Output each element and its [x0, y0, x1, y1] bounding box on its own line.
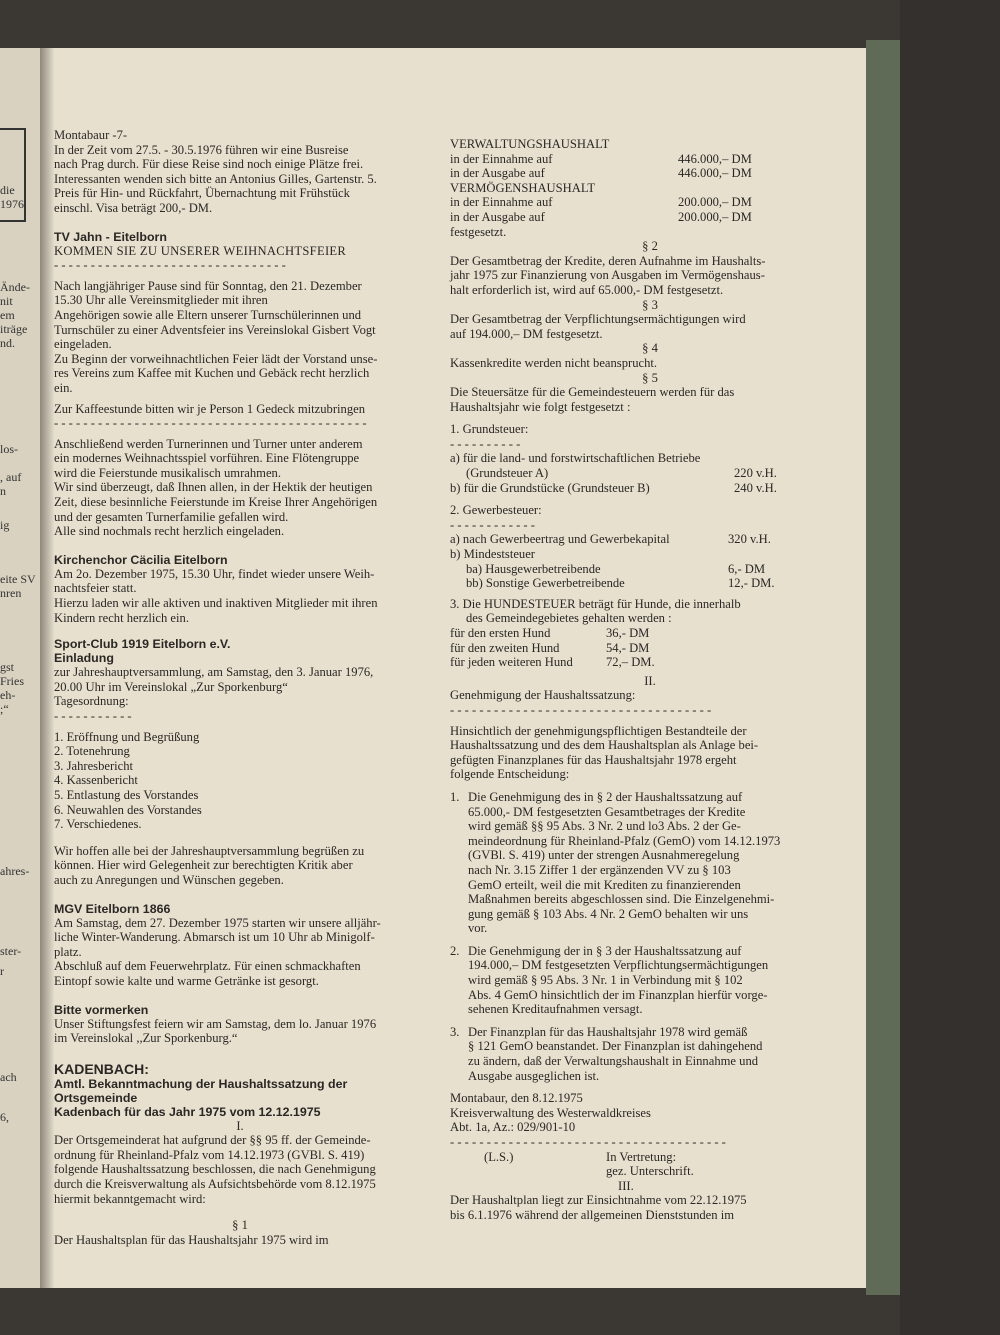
grundsteuer-heading: 1. Grundsteuer: — [450, 422, 529, 437]
section-numeral: II. — [644, 673, 656, 688]
text-line: Tagesordnung: — [54, 694, 129, 709]
vermoegenshaushalt-heading: VERMÖGENSHAUSHALT — [450, 180, 596, 195]
previous-page-text-fragment: n — [0, 484, 6, 498]
text-line: platz. — [54, 944, 82, 959]
previous-page-text-fragment: r — [0, 964, 4, 978]
text-line: Die Steuersätze für die Gemeindesteuern werden für das — [450, 385, 735, 400]
signature-row — [450, 1150, 850, 1165]
text-line: wird gemäß §§ 95 Abs. 3 Nr. 2 und lo3 Abs. 2 der Ge- — [468, 819, 741, 834]
text-line: hiermit bekanntgemacht wird: — [54, 1191, 206, 1206]
tax-value: 12,- DM. — [728, 576, 775, 591]
text-line: folgende Entscheidung: — [450, 767, 570, 782]
previous-page-text-fragment: Fries — [0, 674, 24, 688]
text-line: b) Mindeststeuer — [450, 547, 535, 562]
text-line: vor. — [468, 921, 488, 936]
text-line: 15.30 Uhr alle Vereinsmitglieder mit ihren — [54, 293, 268, 308]
bitte-vormerken-heading: Bitte vormerken — [54, 1002, 149, 1017]
text-line: GemO erteilt, weil die mit Krediten zu finanzierenden — [468, 877, 741, 892]
dashed-rule: - - - - - - - - - - - — [54, 709, 132, 723]
sport-club-heading: Sport-Club 1919 Eitelborn e.V. — [54, 637, 231, 652]
text-line: 3. Die HUNDESTEUER beträgt für Hunde, die innerhalb — [450, 596, 741, 611]
finance-label: in der Ausgabe auf — [450, 166, 545, 181]
previous-page-text-fragment: ig — [0, 518, 10, 532]
text-line: eingeladen. — [54, 337, 112, 352]
sport-club-subheading: Einladung — [54, 651, 114, 666]
text-line: halt erforderlich ist, wird auf 65.000,- DM festgesetzt. — [450, 282, 724, 297]
text-line: Hierzu laden wir alle aktiven und inaktiven Mitglieder mit ihren — [54, 596, 378, 611]
dog-tax-row — [450, 626, 850, 641]
dog-tax-row — [450, 641, 850, 656]
text-line: Wir sind überzeugt, daß Ihnen allen, in der Hektik der heutigen — [54, 480, 373, 495]
dashed-rule: - - - - - - - - - - - - - - - - - - - - - - - - - - - - - - - - - - - - - - - - - - - — [54, 416, 367, 431]
text-line: Am Samstag, dem 27. Dezember 1975 starten wir unsere alljähr- — [54, 915, 381, 930]
text-line: durch die Kreisverwaltung als Aufsichtsbehörde vom 8.12.1975 — [54, 1177, 376, 1192]
kadenbach-subheading: Amtl. Bekanntmachung der Haushaltssatzung der Ortsgemeinde — [54, 1076, 348, 1105]
dashed-rule: - - - - - - - - - - - - - - - - - - - - - - - - - - - - - - - - - - - - - - — [450, 1135, 726, 1149]
text-line: nachtsfeier statt. — [54, 581, 137, 596]
tax-row — [450, 481, 790, 496]
previous-page-text-fragment: Ände- — [0, 280, 30, 294]
text-line: Am 2o. Dezember 1975, 15.30 Uhr, findet wieder unsere Weih- — [54, 566, 375, 581]
tax-row — [450, 562, 790, 577]
text-line: Zu Beginn der vorweihnachtlichen Feier lädt der Vorstand unse- — [54, 351, 378, 366]
agenda-item: 7. Verschiedenes. — [54, 817, 142, 832]
dashed-rule: - - - - - - - - - - - - — [450, 517, 535, 532]
tax-row — [450, 466, 790, 481]
dog-tax-row — [450, 655, 850, 670]
text-line: Abs. 4 GemO hinsichtlich der im Finanzplan hierfür vorge- — [468, 987, 768, 1002]
text-line: Eintopf sowie kalte und warme Getränke ist gesorgt. — [54, 973, 319, 988]
kadenbach-subheading: Kadenbach für das Jahr 1975 vom 12.12.1975 — [54, 1104, 321, 1119]
text-line: Wir hoffen alle bei der Jahreshauptversammlung begrüßen zu — [54, 843, 365, 858]
text-line: 194.000,– DM festgesetzten Verpflichtungsermächtigungen — [468, 958, 769, 973]
text-line: zu ändern, daß der Verwaltungshaushalt in Einnahme und — [468, 1054, 759, 1069]
text-line: Kindern recht herzlich ein. — [54, 610, 189, 625]
tax-value: 240 v.H. — [734, 480, 777, 495]
text-line: gung gemäß § 103 Abs. 4 Nr. 2 GemO behalten wir uns — [468, 906, 749, 921]
dog-tax-label: für jeden weiteren Hund — [450, 655, 573, 670]
signature-label: In Vertretung: — [606, 1149, 677, 1164]
text-line: Der Gesamtbetrag der Kredite, deren Aufnahme im Haushalts- — [450, 253, 766, 268]
book-spine — [40, 48, 54, 1288]
previous-page-text-fragment: nren — [0, 586, 22, 600]
text-line: Haushaltssatzung und des dem Haushaltsplan als Anlage bei- — [450, 738, 759, 753]
right-column — [450, 137, 850, 1223]
previous-page-text-fragment: 1976 — [0, 197, 24, 211]
paragraph-mark: § 5 — [642, 370, 658, 385]
paragraph-mark: § 2 — [642, 239, 658, 254]
text-line: a) für die land- und forstwirtschaftlichen Betriebe — [450, 451, 701, 466]
text-line: Die Genehmigung der in § 3 der Haushaltssatzung auf — [468, 943, 742, 958]
text-line: In der Zeit vom 27.5. - 30.5.1976 führen wir eine Busreise — [54, 142, 349, 157]
text-line: nach Prag durch. Für diese Reise sind noch einige Plätze frei. — [54, 157, 364, 172]
paragraph-mark: § 4 — [642, 341, 658, 356]
decision-item — [450, 790, 850, 936]
text-line: Der Haushaltsplan für das Haushaltsjahr 1975 wird im — [54, 1232, 329, 1247]
agenda-item: 1. Eröffnung und Begrüßung — [54, 729, 200, 744]
text-line: Der Haushaltplan liegt zur Einsichtnahme vom 22.12.1975 — [450, 1193, 747, 1208]
finance-row — [450, 210, 850, 225]
signature-row — [450, 1164, 850, 1179]
previous-page-text-fragment: em — [0, 308, 15, 322]
finance-row — [450, 152, 850, 167]
mgv-heading: MGV Eitelborn 1866 — [54, 901, 171, 916]
tax-label: bb) Sonstige Gewerbetreibende — [466, 576, 625, 591]
text-line: Angehörigen sowie alle Eltern unserer Turnschülerinnen und — [54, 307, 362, 322]
text-line: ein. — [54, 380, 73, 395]
signature-row — [450, 1179, 850, 1194]
previous-page-text-fragment: gst — [0, 660, 15, 674]
gewerbesteuer-heading: 2. Gewerbesteuer: — [450, 503, 542, 518]
text-line: Kassenkredite werden nicht beansprucht. — [450, 355, 658, 370]
text-line: Interessanten wenden sich bitte an Antonius Gilles, Gartenstr. 5. — [54, 171, 377, 186]
agenda-item: 2. Totenehrung — [54, 744, 130, 759]
text-line: nach Nr. 3.15 Ziffer 1 der ergänzenden VV zu § 103 — [468, 862, 731, 877]
previous-page-text-fragment: nd. — [0, 336, 15, 350]
previous-page-text-fragment: die — [0, 183, 15, 197]
finance-row — [450, 166, 850, 181]
text-line: Der Ortsgemeinderat hat aufgrund der §§ 95 ff. der Gemeinde- — [54, 1133, 371, 1148]
item-number: 3. — [450, 1024, 460, 1039]
text-line: Turnschüler zu einer Adventsfeier ins Vereinslokal Gisbert Vogt — [54, 322, 376, 337]
tax-value: 320 v.H. — [728, 532, 771, 547]
text-line: sehenen Kreditaufnahmen versagt. — [468, 1002, 643, 1017]
finance-value: 446.000,– DM — [678, 151, 752, 166]
text-line: Der Gesamtbetrag der Verpflichtungsermächtigungen wird — [450, 312, 746, 327]
text-line: Anschließend werden Turnerinnen und Turner unter anderem — [54, 436, 363, 451]
text-line: Die Genehmigung des in § 2 der Haushaltssatzung auf — [468, 789, 743, 804]
text-line: res Vereins zum Kaffee mit Kuchen und Gebäck recht herzlich — [54, 366, 370, 381]
previous-page-text-fragment: ster- — [0, 944, 22, 958]
previous-page-text-fragment: , auf — [0, 470, 22, 484]
text-line: und der gesamten Turnerfamilie gefallen wird. — [54, 509, 289, 524]
dashed-rule: - - - - - - - - - - — [450, 436, 521, 451]
text-line: gefügten Finanzplanes für das Haushaltsjahr 1978 ergeht — [450, 752, 737, 767]
text-line: Alle sind nochmals recht herzlich eingeladen. — [54, 524, 285, 539]
left-column — [54, 128, 426, 1247]
tax-label: (Grundsteuer A) — [466, 466, 549, 481]
text-line: einschl. Visa beträgt 200,- DM. — [54, 200, 213, 215]
text-line: Maßnahmen bereits abgeschlossen sind. Die Einzelgenehmi- — [468, 892, 775, 907]
text-line: im Vereinslokal ,,Zur Sporkenburg.“ — [54, 1031, 238, 1046]
section-numeral: I. — [236, 1118, 244, 1133]
tax-label: ba) Hausgewerbetreibende — [466, 561, 601, 576]
book-cover-edge — [866, 40, 900, 1295]
previous-page-text-fragment: ;“ — [0, 702, 9, 716]
previous-page-text-fragment: eh- — [0, 688, 16, 702]
text-line: jahr 1975 zur Finanzierung von Ausgaben im Vermögenshaus- — [450, 268, 765, 283]
finance-label: in der Einnahme auf — [450, 151, 553, 166]
dashed-rule: - - - - - - - - - - - - - - - - - - - - - - - - - - - - - - - - — [54, 258, 286, 273]
text-line: folgende Haushaltssatzung beschlossen, die nach Genehmigung — [54, 1162, 376, 1177]
text-line: Haushaltsjahr wie folgt festgesetzt : — [450, 399, 631, 414]
previous-page-text-fragment: ahres- — [0, 864, 30, 878]
text-line: Ausgabe ausgeglichen ist. — [468, 1068, 600, 1083]
text-line: Abschluß auf dem Feuerwehrplatz. Für einen schmackhaften — [54, 959, 361, 974]
previous-page-text-fragment: nit — [0, 294, 13, 308]
dark-background-right — [900, 0, 1000, 1335]
signature-line: Kreisverwaltung des Westerwaldkreises — [450, 1105, 651, 1120]
text-line: wird gemäß § 95 Abs. 3 Nr. 1 in Verbindung mit § 102 — [468, 973, 743, 988]
text-line: 20.00 Uhr im Vereinslokal „Zur Sporkenburg“ — [54, 679, 288, 694]
finance-row — [450, 195, 850, 210]
paragraph-mark: § 1 — [232, 1218, 248, 1233]
tax-label: a) nach Gewerbeertrag und Gewerbekapital — [450, 532, 670, 547]
previous-page-text-fragment: eite SV — [0, 572, 36, 586]
tax-value: 220 v.H. — [734, 466, 777, 481]
agenda-item: 3. Jahresbericht — [54, 758, 134, 773]
previous-page-text-fragment: ach — [0, 1070, 17, 1084]
text-line: Nach langjähriger Pause sind für Sonntag, den 21. Dezember — [54, 278, 362, 293]
genehmigung-heading: Genehmigung der Haushaltssatzung: — [450, 688, 636, 703]
text-line: wird die Feierstunde musikalisch umrahmen. — [54, 465, 281, 480]
dog-tax-value: 72,– DM. — [606, 655, 655, 670]
finance-label: in der Einnahme auf — [450, 195, 553, 210]
text-line: liche Winter-Wanderung. Abmarsch ist um 10 Uhr ab Minigolf- — [54, 930, 375, 945]
text-line: meindeordnung für Rheinland-Pfalz (GemO) vom 14.12.1973 — [468, 833, 781, 848]
signature-label: gez. Unterschrift. — [606, 1164, 694, 1179]
dog-tax-value: 36,- DM — [606, 626, 650, 640]
dashed-rule: - - - - - - - - - - - - - - - - - - - - - - - - - - - - - - - - - - - - — [450, 702, 712, 717]
montabaur-heading: Montabaur -7- — [54, 128, 128, 142]
agenda-item: 4. Kassenbericht — [54, 773, 138, 788]
text-line: Zeit, diese besinnliche Feierstunde im Kreise Ihrer Angehörigen — [54, 495, 378, 510]
text-line: auf 194.000,– DM festgesetzt. — [450, 326, 603, 341]
tv-jahn-subheading: KOMMEN SIE ZU UNSERER WEIHNACHTSFEIER — [54, 243, 347, 258]
paragraph-mark: § 3 — [642, 297, 658, 312]
text-line: ein modernes Weihnachtsspiel vorführen. Eine Flötengruppe — [54, 451, 360, 466]
tax-row — [450, 576, 790, 591]
dog-tax-label: für den ersten Hund — [450, 626, 551, 640]
decision-item — [450, 944, 850, 1017]
text-line: ordnung für Rheinland-Pfalz vom 14.12.1973 (GVBl. S. 419) — [54, 1147, 365, 1162]
kadenbach-heading: KADENBACH: — [54, 1060, 149, 1077]
signature-line: Montabaur, den 8.12.1975 — [450, 1091, 583, 1106]
text-line: auch zu Anregungen und Wünschen gegeben. — [54, 872, 284, 887]
item-number: 1. — [450, 789, 460, 804]
section-numeral: III. — [618, 1178, 634, 1193]
tv-jahn-heading: TV Jahn - Eitelborn — [54, 229, 167, 244]
text-line: festgesetzt. — [450, 224, 507, 239]
text-line: können. Hier wird Gelegenheit zur berechtigten Kritik aber — [54, 858, 353, 873]
tax-label: b) für die Grundstücke (Grundsteuer B) — [450, 480, 650, 495]
text-line: Unser Stiftungsfest feiern wir am Samstag, dem lo. Januar 1976 — [54, 1016, 377, 1031]
previous-page-text-fragment: iträge — [0, 322, 28, 336]
verwaltungshaushalt-heading: VERWALTUNGSHAUSHALT — [450, 137, 610, 151]
item-number: 2. — [450, 943, 460, 958]
text-line: des Gemeindegebietes gehalten werden : — [466, 611, 672, 626]
kirchenchor-heading: Kirchenchor Cäcilia Eitelborn — [54, 552, 228, 567]
dog-tax-label: für den zweiten Hund — [450, 640, 560, 655]
text-line: zur Jahreshauptversammlung, am Samstag, den 3. Januar 1976, — [54, 665, 374, 680]
text-line: Hinsichtlich der genehmigungspflichtigen Bestandteile der — [450, 723, 747, 738]
finance-value: 200.000,– DM — [678, 209, 752, 224]
seal-label: (L.S.) — [484, 1149, 514, 1164]
text-line: Der Finanzplan für das Haushaltsjahr 1978 wird gemäß — [468, 1024, 748, 1039]
tax-row — [450, 532, 790, 547]
text-line: (GVBl. S. 419) unter der strengen Ausnahmeregelung — [468, 848, 740, 863]
finance-value: 200.000,– DM — [678, 195, 752, 210]
dog-tax-value: 54,- DM — [606, 640, 650, 655]
text-line: Preis für Hin- und Rückfahrt, Übernachtung mit Frühstück — [54, 186, 350, 201]
text-line: 65.000,- DM festgesetzten Gesamtbetrages der Kredite — [468, 804, 746, 819]
decision-item — [450, 1025, 850, 1083]
text-line: § 121 GemO beanstandet. Der Finanzplan ist dahingehend — [468, 1039, 763, 1054]
previous-page-text-fragment: los- — [0, 442, 18, 456]
montabaur-text — [54, 143, 426, 216]
text-line: bis 6.1.1976 während der allgemeinen Dienststunden im — [450, 1207, 734, 1222]
text-line: Zur Kaffeestunde bitten wir je Person 1 Gedeck mitzubringen — [54, 401, 366, 416]
finance-value: 446.000,– DM — [678, 166, 752, 181]
previous-page-text-fragment: 6, — [0, 1110, 9, 1124]
tax-value: 6,- DM — [728, 561, 766, 576]
agenda-item: 6. Neuwahlen des Vorstandes — [54, 802, 202, 817]
finance-label: in der Ausgabe auf — [450, 209, 545, 224]
signature-line: Abt. 1a, Az.: 029/901-10 — [450, 1120, 576, 1135]
agenda-item: 5. Entlastung des Vorstandes — [54, 787, 199, 802]
